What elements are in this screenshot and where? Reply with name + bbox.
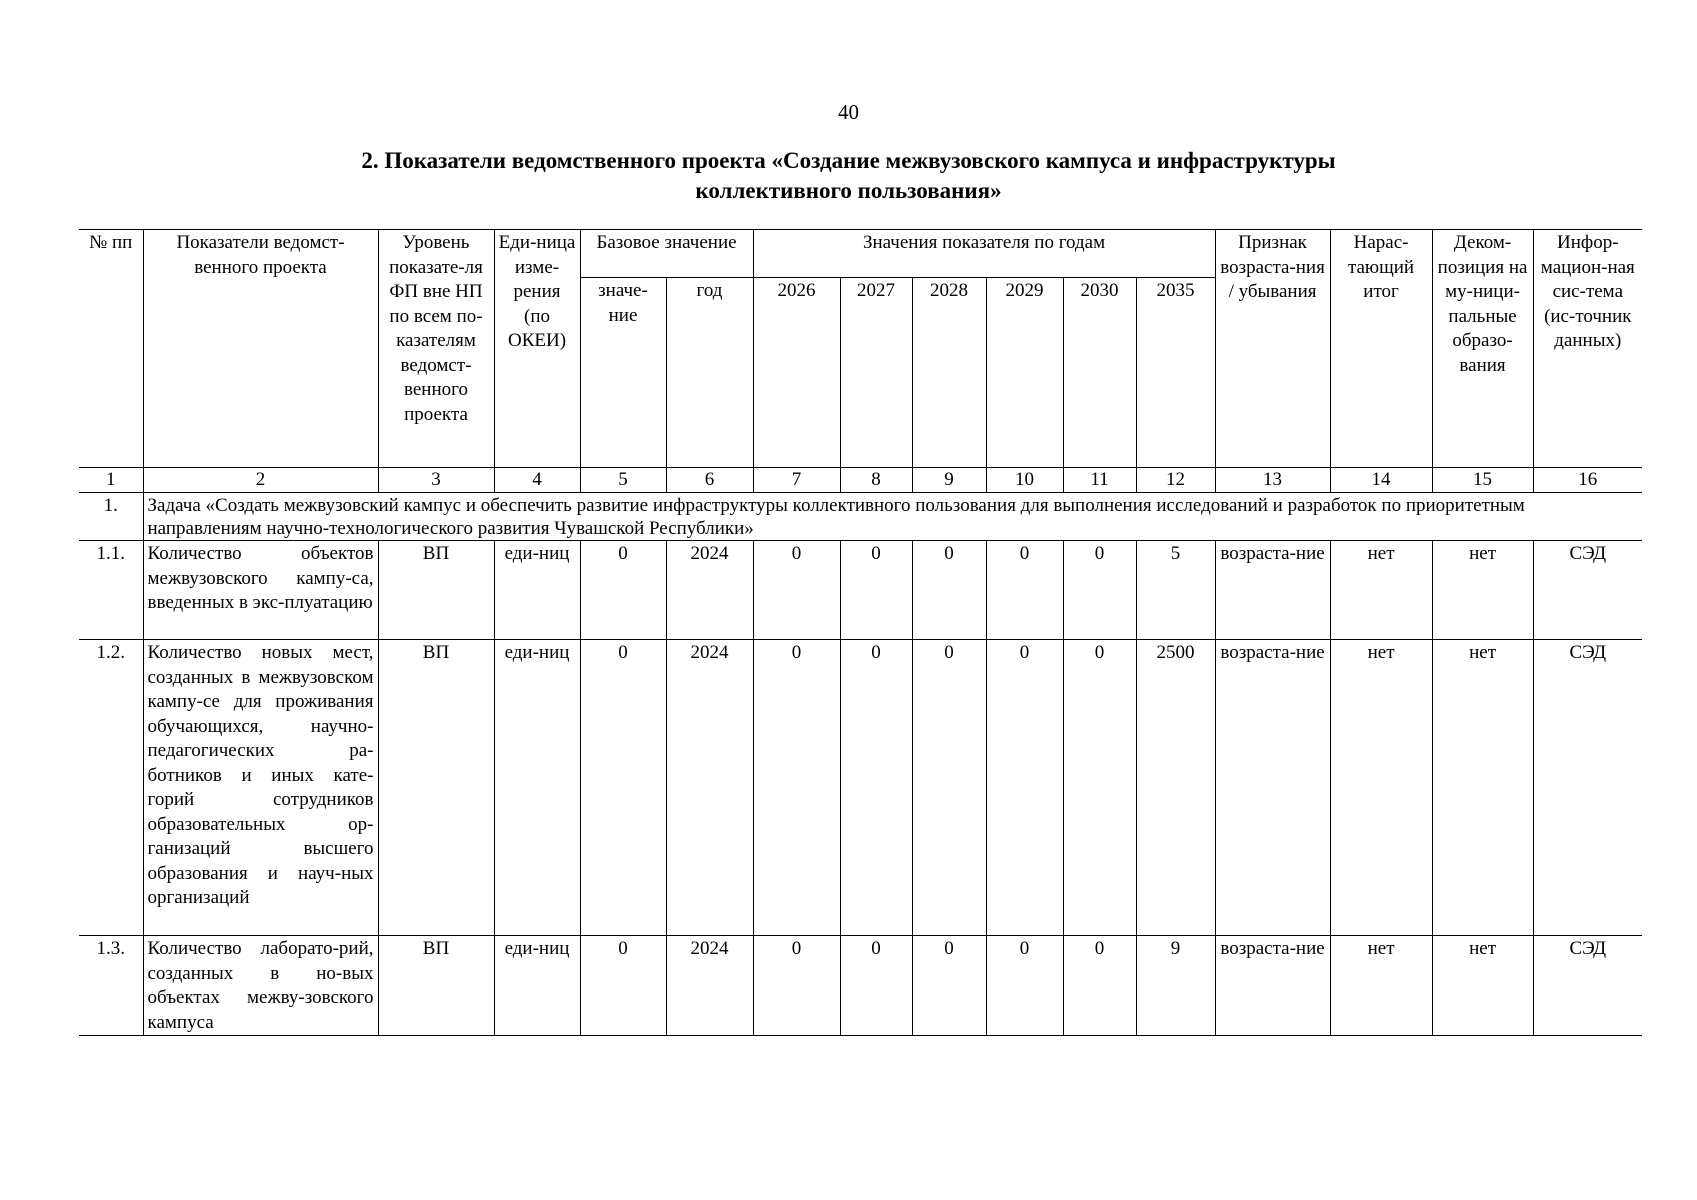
trend: возраста-ние bbox=[1215, 541, 1330, 640]
task-row bbox=[79, 493, 1642, 541]
column-number: 9 bbox=[912, 468, 986, 493]
column-numbers-row bbox=[79, 468, 1642, 493]
row-number: 1.2. bbox=[79, 640, 143, 936]
header-year-2029: 2029 bbox=[986, 278, 1063, 468]
task-number: 1. bbox=[79, 493, 143, 541]
value-2026: 0 bbox=[753, 640, 840, 936]
cumulative: нет bbox=[1330, 936, 1432, 1036]
value-2029: 0 bbox=[986, 640, 1063, 936]
value-2035: 9 bbox=[1136, 936, 1215, 1036]
base-value: 0 bbox=[580, 541, 666, 640]
header-base-year: год bbox=[666, 278, 753, 468]
value-2035: 5 bbox=[1136, 541, 1215, 640]
cumulative: нет bbox=[1330, 640, 1432, 936]
column-number: 13 bbox=[1215, 468, 1330, 493]
value-2028: 0 bbox=[912, 640, 986, 936]
column-number: 11 bbox=[1063, 468, 1136, 493]
value-2035: 2500 bbox=[1136, 640, 1215, 936]
header-info-system: Инфор-мацион-ная сис-тема (ис-точник данных) bbox=[1533, 230, 1642, 468]
column-number: 10 bbox=[986, 468, 1063, 493]
header-year-2030: 2030 bbox=[1063, 278, 1136, 468]
column-number: 12 bbox=[1136, 468, 1215, 493]
indicator-unit: еди-ниц bbox=[494, 936, 580, 1036]
trend: возраста-ние bbox=[1215, 936, 1330, 1036]
base-year: 2024 bbox=[666, 541, 753, 640]
decomposition: нет bbox=[1432, 541, 1533, 640]
task-text: Задача «Создать межвузовский кампус и обеспечить развитие инфраструктуры коллективного пользования для выполнения исследований и разработок по приоритетным направлениям научно-технологического развития Чувашской Республики» bbox=[143, 493, 1642, 541]
header-indicator: Показатели ведомст-венного проекта bbox=[143, 230, 378, 468]
info-system: СЭД bbox=[1533, 936, 1642, 1036]
base-value: 0 bbox=[580, 640, 666, 936]
value-2028: 0 bbox=[912, 936, 986, 1036]
header-unit: Еди-ница изме-рения (по ОКЕИ) bbox=[494, 230, 580, 468]
decomposition: нет bbox=[1432, 936, 1533, 1036]
title-line-1: 2. Показатели ведомственного проекта «Создание межвузовского кампуса и инфраструктуры bbox=[361, 148, 1336, 173]
row-number: 1.1. bbox=[79, 541, 143, 640]
title-line-2: коллективного пользования» bbox=[695, 178, 1002, 203]
header-trend: Признак возраста-ния / убывания bbox=[1215, 230, 1330, 468]
document-title bbox=[180, 146, 1517, 206]
info-system: СЭД bbox=[1533, 640, 1642, 936]
header-level: Уровень показате-ля ФП вне НП по всем по-казателям ведомст-венного проекта bbox=[378, 230, 494, 468]
indicator-name: Количество новых мест, созданных в межвузовском кампу-се для проживания обучающихся, научно-педагогических ра-ботников и иных кате-горий сотрудников образовательных ор-ганизаций высшего образования и науч-ных организаций bbox=[143, 640, 378, 936]
value-2030: 0 bbox=[1063, 541, 1136, 640]
header-year-2027: 2027 bbox=[840, 278, 912, 468]
column-number: 4 bbox=[494, 468, 580, 493]
column-number: 2 bbox=[143, 468, 378, 493]
value-2027: 0 bbox=[840, 541, 912, 640]
value-2030: 0 bbox=[1063, 936, 1136, 1036]
header-years-group: Значения показателя по годам bbox=[753, 230, 1215, 278]
column-number: 15 bbox=[1432, 468, 1533, 493]
row-number: 1.3. bbox=[79, 936, 143, 1036]
base-year: 2024 bbox=[666, 640, 753, 936]
indicator-unit: еди-ниц bbox=[494, 640, 580, 936]
value-2027: 0 bbox=[840, 936, 912, 1036]
cumulative: нет bbox=[1330, 541, 1432, 640]
column-number: 8 bbox=[840, 468, 912, 493]
header-decomposition: Деком-позиция на му-ници-пальные образо-вания bbox=[1432, 230, 1533, 468]
trend: возраста-ние bbox=[1215, 640, 1330, 936]
column-number: 3 bbox=[378, 468, 494, 493]
base-year: 2024 bbox=[666, 936, 753, 1036]
column-number: 14 bbox=[1330, 468, 1432, 493]
header-year-2035: 2035 bbox=[1136, 278, 1215, 468]
column-number: 1 bbox=[79, 468, 143, 493]
value-2027: 0 bbox=[840, 640, 912, 936]
value-2028: 0 bbox=[912, 541, 986, 640]
header-year-2026: 2026 bbox=[753, 278, 840, 468]
table-row bbox=[79, 640, 1642, 936]
table-row bbox=[79, 936, 1642, 1036]
column-number: 6 bbox=[666, 468, 753, 493]
value-2026: 0 bbox=[753, 936, 840, 1036]
value-2030: 0 bbox=[1063, 640, 1136, 936]
page-number: 40 bbox=[838, 100, 859, 124]
header-base-value: значе-ние bbox=[580, 278, 666, 468]
header-cumulative: Нарас-тающий итог bbox=[1330, 230, 1432, 468]
value-2029: 0 bbox=[986, 936, 1063, 1036]
value-2029: 0 bbox=[986, 541, 1063, 640]
indicator-name: Количество лаборато-рий, созданных в но-вых объектах межву-зовского кампуса bbox=[143, 936, 378, 1036]
value-2026: 0 bbox=[753, 541, 840, 640]
header-no: № пп bbox=[79, 230, 143, 468]
table-row bbox=[79, 541, 1642, 640]
indicator-name: Количество объектов межвузовского кампу-са, введенных в экс-плуатацию bbox=[143, 541, 378, 640]
column-number: 5 bbox=[580, 468, 666, 493]
column-number: 16 bbox=[1533, 468, 1642, 493]
header-base: Базовое значение bbox=[580, 230, 753, 278]
decomposition: нет bbox=[1432, 640, 1533, 936]
header-year-2028: 2028 bbox=[912, 278, 986, 468]
indicators-table bbox=[79, 229, 1642, 1036]
indicator-level: ВП bbox=[378, 640, 494, 936]
info-system: СЭД bbox=[1533, 541, 1642, 640]
indicator-unit: еди-ниц bbox=[494, 541, 580, 640]
indicator-level: ВП bbox=[378, 541, 494, 640]
header-row-1 bbox=[79, 230, 1642, 278]
indicator-level: ВП bbox=[378, 936, 494, 1036]
column-number: 7 bbox=[753, 468, 840, 493]
base-value: 0 bbox=[580, 936, 666, 1036]
